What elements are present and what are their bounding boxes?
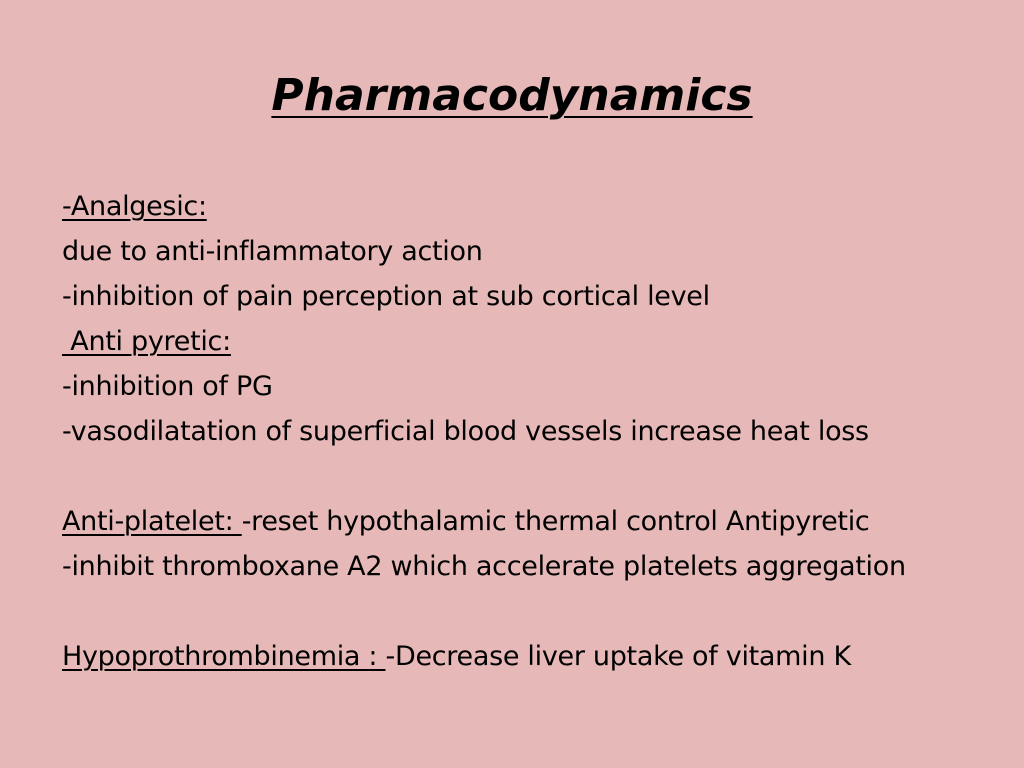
spacer bbox=[62, 454, 1002, 499]
antipyretic-heading-line bbox=[62, 319, 1002, 364]
analgesic-line-2: -inhibition of pain perception at sub cortical level bbox=[62, 281, 710, 312]
antipyretic-heading: Anti pyretic: bbox=[62, 326, 231, 357]
hypoprothrombinemia-heading-rest: -Decrease liver uptake of vitamin K bbox=[385, 641, 851, 672]
spacer bbox=[62, 589, 1002, 634]
analgesic-line-1: due to anti-inflammatory action bbox=[62, 236, 483, 267]
antipyretic-line-2: -vasodilatation of superficial blood vessels increase heat loss bbox=[62, 416, 869, 447]
antiplatelet-heading: Anti-platelet: bbox=[62, 506, 242, 537]
analgesic-heading-line bbox=[62, 184, 1002, 229]
antipyretic-line-1: -inhibition of PG bbox=[62, 371, 273, 402]
antiplatelet-heading-line bbox=[62, 499, 1002, 544]
hypoprothrombinemia-heading: Hypoprothrombinemia : bbox=[62, 641, 386, 672]
hypoprothrombinemia-heading-line bbox=[62, 634, 1002, 679]
slide-body bbox=[62, 184, 1002, 679]
slide-title: Pharmacodynamics bbox=[271, 70, 753, 121]
antiplatelet-heading-rest: -reset hypothalamic thermal control Antipyretic bbox=[241, 506, 870, 537]
antiplatelet-line-1: -inhibit thromboxane A2 which accelerate platelets aggregation bbox=[62, 551, 906, 582]
analgesic-heading: -Analgesic: bbox=[62, 191, 207, 222]
